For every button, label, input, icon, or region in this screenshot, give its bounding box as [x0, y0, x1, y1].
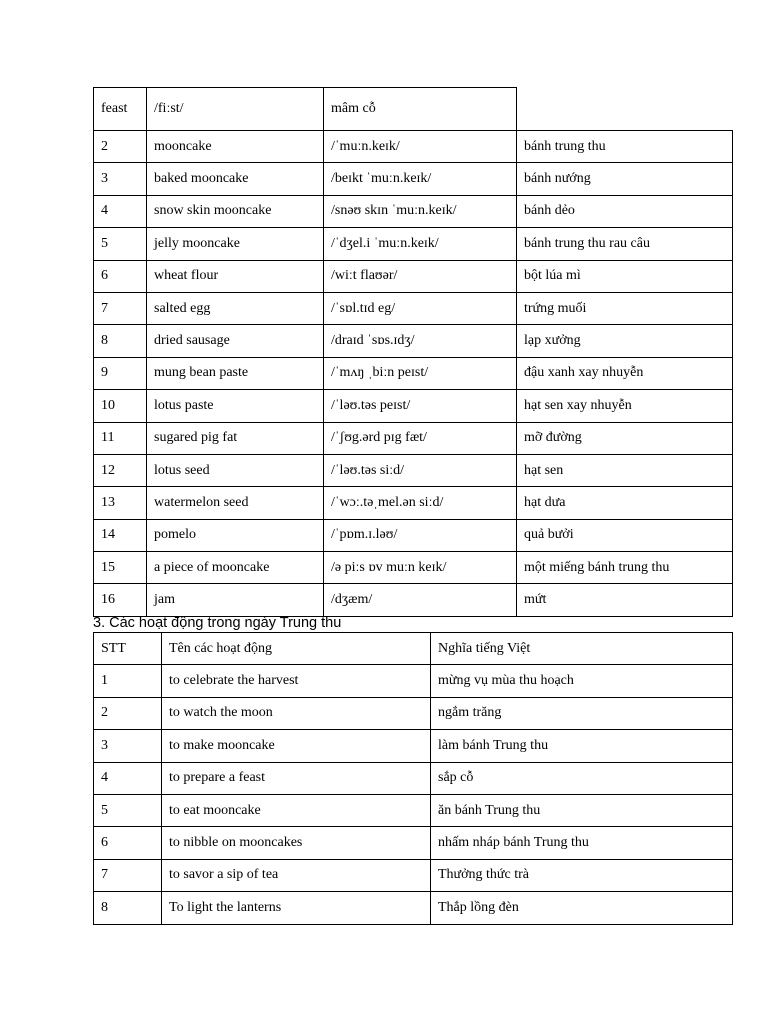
cell-ipa: /ˈwɔː.təˌmel.ən siːd/ [324, 487, 517, 519]
cell-activity: to eat mooncake [162, 794, 431, 826]
cell-ipa: /ˈləʊ.təs peɪst/ [324, 390, 517, 422]
table-row [94, 422, 733, 454]
cell-word: watermelon seed [147, 487, 324, 519]
cell-activity: to make mooncake [162, 730, 431, 762]
cell-ipa: /ˈʃʊg.ərd pɪg fæt/ [324, 422, 517, 454]
cell-ipa: /ˈləʊ.təs siːd/ [324, 454, 517, 486]
cell-no: 13 [94, 487, 147, 519]
cell-no: 8 [94, 892, 162, 924]
cell-word: dried sausage [147, 325, 324, 357]
cell-ipa: /snəʊ skɪn ˈmuːn.keɪk/ [324, 195, 517, 227]
table-row [94, 390, 733, 422]
table-row [94, 859, 733, 891]
cell-word: a piece of mooncake [147, 552, 324, 584]
table-row [94, 195, 733, 227]
cell-activity: to celebrate the harvest [162, 665, 431, 697]
cell-word: wheat flour [147, 260, 324, 292]
cell-meaning: bột lúa mì [517, 260, 733, 292]
cell-meaning: bánh nướng [517, 163, 733, 195]
cell-no: 7 [94, 859, 162, 891]
table-row [94, 357, 733, 389]
cell-meaning: hạt sen [517, 454, 733, 486]
cell-no: 1 [94, 665, 162, 697]
cell-no: 2 [94, 131, 147, 163]
cell-ipa: /beɪkt ˈmuːn.keɪk/ [324, 163, 517, 195]
cell-activity: to savor a sip of tea [162, 859, 431, 891]
cell-meaning: đậu xanh xay nhuyễn [517, 357, 733, 389]
cell-word: lotus paste [147, 390, 324, 422]
cell-ipa: mâm cỗ [324, 88, 517, 131]
cell-word: mooncake [147, 131, 324, 163]
table-row [94, 325, 733, 357]
table-row [94, 827, 733, 859]
table-row [94, 584, 733, 616]
table-row [94, 552, 733, 584]
cell-ipa: /ˈpɒm.ɪ.ləʊ/ [324, 519, 517, 551]
table-row [94, 697, 733, 729]
cell-word: snow skin mooncake [147, 195, 324, 227]
cell-activity: to prepare a feast [162, 762, 431, 794]
table-row [94, 665, 733, 697]
cell-no: 3 [94, 163, 147, 195]
cell-activity: to watch the moon [162, 697, 431, 729]
cell-no: 9 [94, 357, 147, 389]
cell-no: 16 [94, 584, 147, 616]
cell-meaning: ngắm trăng [431, 697, 733, 729]
cell-meaning: quả bưởi [517, 519, 733, 551]
cell-no: 10 [94, 390, 147, 422]
cell-meaning: bánh dẻo [517, 195, 733, 227]
cell-no: 5 [94, 794, 162, 826]
cell-meaning: một miếng bánh trung thu [517, 552, 733, 584]
cell-ipa: /ˈmʌŋ ˌbiːn peɪst/ [324, 357, 517, 389]
cell-meaning: Thắp lồng đèn [431, 892, 733, 924]
cell-no: 4 [94, 762, 162, 794]
cell-meaning: mừng vụ mùa thu hoạch [431, 665, 733, 697]
table-row [94, 794, 733, 826]
cell-no: 5 [94, 228, 147, 260]
table-row [94, 454, 733, 486]
cell-no: 15 [94, 552, 147, 584]
cell-meaning: mứt [517, 584, 733, 616]
table-row [94, 487, 733, 519]
cell-word: jam [147, 584, 324, 616]
cell-word: salted egg [147, 292, 324, 324]
cell-no: 2 [94, 697, 162, 729]
table-row [94, 730, 733, 762]
table-row [94, 131, 733, 163]
cell-no: 12 [94, 454, 147, 486]
cell-ipa: /dʒæm/ [324, 584, 517, 616]
vocabulary-table [93, 87, 733, 617]
table-row [94, 163, 733, 195]
cell-meaning: sắp cỗ [431, 762, 733, 794]
cell-ipa: /ə piːs ɒv muːn keɪk/ [324, 552, 517, 584]
cell-word: sugared pig fat [147, 422, 324, 454]
table-row [94, 292, 733, 324]
table-row [94, 892, 733, 924]
activities-table [93, 632, 733, 925]
cell-meaning: bánh trung thu rau câu [517, 228, 733, 260]
cell-word: baked mooncake [147, 163, 324, 195]
cell-no: 6 [94, 827, 162, 859]
cell-meaning: nhấm nháp bánh Trung thu [431, 827, 733, 859]
cell-meaning: hạt sen xay nhuyễn [517, 390, 733, 422]
section-heading: 3. Các hoạt động trong ngày Trung thu [93, 615, 342, 631]
cell-no: feast [94, 88, 147, 131]
cell-meaning: làm bánh Trung thu [431, 730, 733, 762]
cell-no: 3 [94, 730, 162, 762]
cell-meaning: lạp xưởng [517, 325, 733, 357]
header-meaning: Nghĩa tiếng Việt [431, 633, 733, 665]
table-row [94, 228, 733, 260]
cell-meaning: trứng muối [517, 292, 733, 324]
cell-ipa: /ˈdʒel.i ˈmuːn.keɪk/ [324, 228, 517, 260]
cell-meaning: Thưởng thức trà [431, 859, 733, 891]
cell-activity: To light the lanterns [162, 892, 431, 924]
cell-meaning: hạt dưa [517, 487, 733, 519]
header-stt: STT [94, 633, 162, 665]
table-row [94, 88, 733, 131]
table-row [94, 762, 733, 794]
cell-ipa: /draɪd ˈsɒs.ɪdʒ/ [324, 325, 517, 357]
cell-no: 8 [94, 325, 147, 357]
cell-meaning: mỡ đường [517, 422, 733, 454]
cell-word: pomelo [147, 519, 324, 551]
cell-no: 4 [94, 195, 147, 227]
cell-meaning: ăn bánh Trung thu [431, 794, 733, 826]
table-row [94, 519, 733, 551]
cell-ipa: /ˈsɒl.tɪd eg/ [324, 292, 517, 324]
cell-no: 6 [94, 260, 147, 292]
cell-word: mung bean paste [147, 357, 324, 389]
cell-no: 11 [94, 422, 147, 454]
cell-no: 7 [94, 292, 147, 324]
cell-ipa: /wiːt flaʊər/ [324, 260, 517, 292]
cell-word: lotus seed [147, 454, 324, 486]
cell-meaning: bánh trung thu [517, 131, 733, 163]
table-row [94, 260, 733, 292]
cell-ipa: /ˈmuːn.keɪk/ [324, 131, 517, 163]
cell-word: /fiːst/ [147, 88, 324, 131]
header-activity: Tên các hoạt động [162, 633, 431, 665]
cell-activity: to nibble on mooncakes [162, 827, 431, 859]
cell-meaning [517, 88, 733, 131]
cell-no: 14 [94, 519, 147, 551]
table-header-row [94, 633, 733, 665]
cell-word: jelly mooncake [147, 228, 324, 260]
